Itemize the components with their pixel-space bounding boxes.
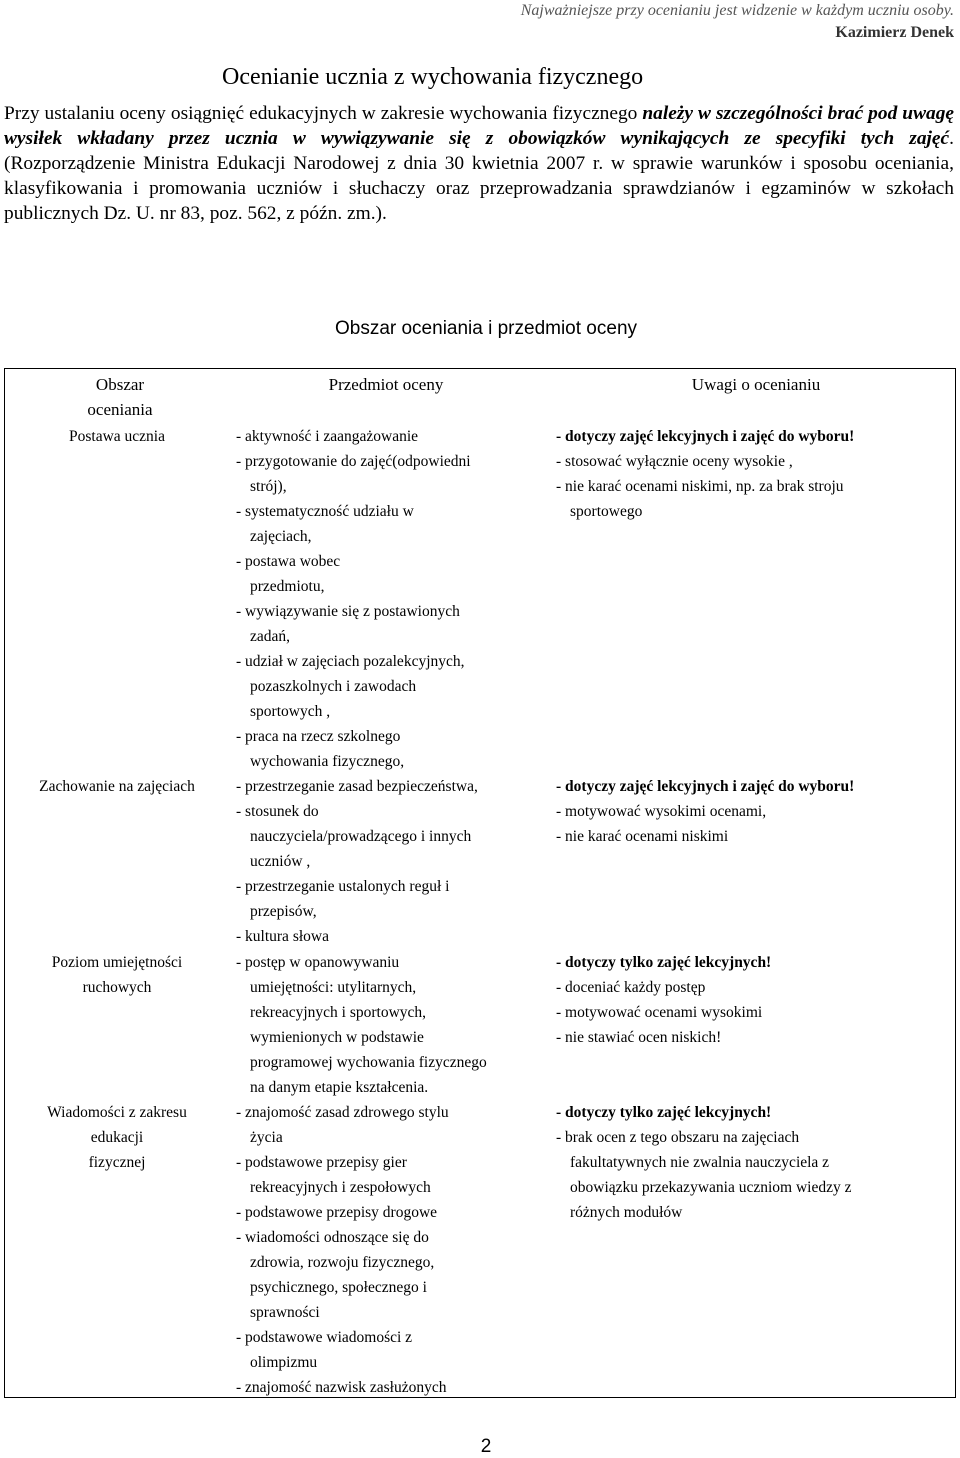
subject-item: uczniów , xyxy=(250,853,311,870)
subject-item: zdrowia, rozwoju fizycznego, xyxy=(250,1254,435,1271)
subject-item: - postawa wobec xyxy=(236,553,341,570)
row-area xyxy=(4,1100,230,1175)
subject-item: - podstawowe przepisy drogowe xyxy=(236,1204,438,1221)
intro-text-1: Przy ustalaniu oceny osiągnięć edukacyjnych w zakresie wychowania fizycznego xyxy=(4,103,643,124)
row-area xyxy=(4,774,230,799)
subject-item: - postęp w opanowywaniu xyxy=(236,954,400,971)
remark-item: różnych modułów xyxy=(570,1204,683,1221)
subject-item: sprawności xyxy=(250,1304,320,1321)
subject-item: umiejętności: utylitarnych, xyxy=(250,979,417,996)
subject-item: wychowania fizycznego, xyxy=(250,753,405,770)
header-author: Kazimierz Denek xyxy=(835,24,954,41)
subject-item: na danym etapie kształcenia. xyxy=(250,1079,429,1096)
subject-item: - znajomość nazwisk zasłużonych xyxy=(236,1379,447,1396)
header-quote: Najważniejsze przy ocenianiu jest widzenie w każdym uczniu osoby. xyxy=(520,2,954,19)
header-remarks: Uwagi o ocenianiu xyxy=(691,375,821,394)
area-label: Poziom umiejętności xyxy=(51,954,183,971)
remark-item: - nie stawiać ocen niskich! xyxy=(556,1029,722,1046)
remark-item: fakultatywnych nie zwalnia nauczyciela z xyxy=(570,1154,830,1171)
header-subject: Przedmiot oceny xyxy=(328,375,444,394)
remark-item: - brak ocen z tego obszaru na zajęciach xyxy=(556,1129,800,1146)
row-remarks xyxy=(556,774,952,849)
row-remarks xyxy=(556,1100,952,1225)
subject-item: przedmiotu, xyxy=(250,578,325,595)
subject-item: - kultura słowa xyxy=(236,928,329,945)
remark-item: - motywować wysokimi ocenami, xyxy=(556,803,767,820)
area-label: fizycznej xyxy=(88,1154,146,1171)
subject-item: programowej wychowania fizycznego xyxy=(250,1054,487,1071)
row-subjects xyxy=(236,1100,554,1400)
header-area-line2: oceniania xyxy=(87,400,153,419)
remark-item: - doceniać każdy postęp xyxy=(556,979,706,996)
row-remarks xyxy=(556,950,952,1050)
subject-item: rekreacyjnych i sportowych, xyxy=(250,1004,427,1021)
row-subjects xyxy=(236,950,554,1100)
row-area xyxy=(4,424,230,449)
page-number: 2 xyxy=(480,1436,492,1457)
area-label: ruchowych xyxy=(82,979,152,996)
remark-item: - stosować wyłącznie oceny wysokie , xyxy=(556,453,793,470)
area-label: Postawa ucznia xyxy=(69,428,165,445)
header-area-line1: Obszar xyxy=(95,375,145,394)
subject-item: - przygotowanie do zajęć(odpowiedni xyxy=(236,453,471,470)
subject-item: - znajomość zasad zdrowego stylu xyxy=(236,1104,449,1121)
row-subjects xyxy=(236,774,554,949)
subject-item: olimpizmu xyxy=(250,1354,318,1371)
header-area xyxy=(60,372,180,422)
remark-item: - nie karać ocenami niskimi, np. za brak stroju xyxy=(556,478,844,495)
remark-item: - motywować ocenami wysokimi xyxy=(556,1004,763,1021)
subject-item: - przestrzeganie ustalonych reguł i xyxy=(236,878,450,895)
remark-item: obowiązku przekazywania uczniom wiedzy z xyxy=(570,1179,852,1196)
subject-item: pozaszkolnych i zawodach xyxy=(250,678,417,695)
remark-item: - dotyczy tylko zajęć lekcyjnych! xyxy=(556,954,772,971)
subject-item: - praca na rzecz szkolnego xyxy=(236,728,401,745)
subject-item: - stosunek do xyxy=(236,803,319,820)
area-label: edukacji xyxy=(90,1129,144,1146)
subject-item: sportowych , xyxy=(250,703,331,720)
remark-item: - dotyczy zajęć lekcyjnych i zajęć do wyboru! xyxy=(556,428,855,445)
subject-item: - wywiązywanie się z postawionych xyxy=(236,603,460,620)
subject-item: nauczyciela/prowadzącego i innych xyxy=(250,828,472,845)
remark-item: sportowego xyxy=(570,503,643,520)
remark-item: - dotyczy tylko zajęć lekcyjnych! xyxy=(556,1104,772,1121)
row-subjects xyxy=(236,424,554,774)
subject-item: przepisów, xyxy=(250,903,317,920)
subject-item: strój), xyxy=(250,478,287,495)
section-title: Obszar oceniania i przedmiot oceny xyxy=(334,318,638,339)
intro-paragraph xyxy=(4,101,954,226)
remark-item: - dotyczy zajęć lekcyjnych i zajęć do wyboru! xyxy=(556,778,855,795)
subject-item: - przestrzeganie zasad bezpieczeństwa, xyxy=(236,778,478,795)
area-label: Wiadomości z zakresu xyxy=(47,1104,187,1121)
intro-text-4: . (Rozporządzenie Ministra Edukacji Narodowej z dnia 30 kwietnia 2007 r. w sprawie warunków i sposobu oceniania, klasyfikowania i promowania uczniów i słuchaczy oraz przeprowadzania sprawdzianów i egzaminów w szkołach publicznych Dz. U. nr 83, poz. 562, z późn. zm.). xyxy=(4,128,954,224)
page-title: Ocenianie ucznia z wychowania fizycznego xyxy=(222,64,644,90)
row-remarks xyxy=(556,424,952,524)
subject-item: - podstawowe przepisy gier xyxy=(236,1154,407,1171)
subject-item: psychicznego, społecznego i xyxy=(250,1279,427,1296)
subject-item: życia xyxy=(250,1129,283,1146)
subject-item: - wiadomości odnoszące się do xyxy=(236,1229,429,1246)
remark-item: - nie karać ocenami niskimi xyxy=(556,828,729,845)
area-label: Zachowanie na zajęciach xyxy=(39,778,195,795)
subject-item: zajęciach, xyxy=(250,528,312,545)
subject-item: - systematyczność udziału w xyxy=(236,503,414,520)
row-area xyxy=(4,950,230,1000)
subject-item: zadań, xyxy=(250,628,291,645)
subject-item: - udział w zajęciach pozalekcyjnych, xyxy=(236,653,465,670)
intro-text-2: należy xyxy=(642,103,694,124)
subject-item: rekreacyjnych i zespołowych xyxy=(250,1179,431,1196)
subject-item: - podstawowe wiadomości z xyxy=(236,1329,413,1346)
subject-item: wymienionych w podstawie xyxy=(250,1029,424,1046)
subject-item: - aktywność i zaangażowanie xyxy=(236,428,419,445)
intro-text-3: w szczególności brać pod uwagę wysiłek wkładany przez ucznia w wywiązywanie się z obowiązków wynikających ze specyfiki tych zajęć xyxy=(4,103,954,149)
